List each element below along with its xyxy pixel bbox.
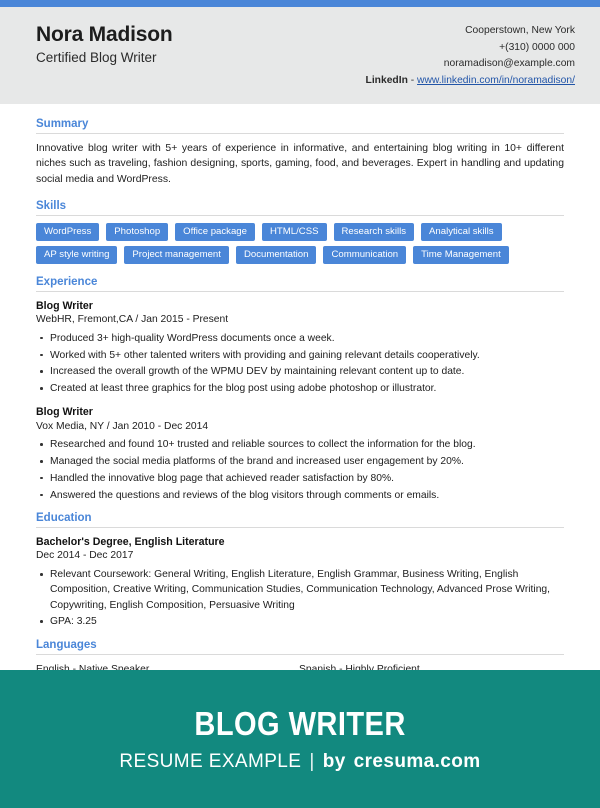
list-item: Relevant Coursework: General Writing, English Literature, English Grammar, Business Writing, English Composition, Creative Writing, Communication Studies, Communication Technology, Advanced Prose Writing, Copywriting, English Composition, Persuasive Writing	[36, 567, 564, 613]
top-accent-bar	[0, 0, 600, 7]
section-title-skills: Skills	[36, 199, 67, 212]
skill-tag: HTML/CSS	[262, 223, 327, 241]
contact-location: Cooperstown, New York	[465, 25, 575, 36]
skill-tag: Project management	[124, 246, 229, 264]
list-item: Researched and found 10+ trusted and reliable sources to collect the information for the blog.	[36, 437, 564, 452]
page-title: Nora Madison	[36, 23, 173, 46]
skill-tag: Office package	[175, 223, 255, 241]
skill-tag: Documentation	[236, 246, 317, 264]
experience-meta: Vox Media, NY / Jan 2010 - Dec 2014	[36, 420, 209, 432]
section-skills	[36, 200, 564, 264]
section-experience	[36, 276, 564, 503]
experience-entry	[36, 405, 564, 503]
contact-info	[366, 19, 575, 90]
footer-subtitle-divider: |	[309, 751, 315, 772]
contact-phone: +(310) 0000 000	[499, 41, 575, 53]
section-title-languages: Languages	[36, 638, 97, 651]
summary-text: Innovative blog writer with 5+ years of experience in informative, and entertaining blog writing in 10+ different niches such as traveling, fashion designing, sports, gaming, food, and beverages. Expert in handling and updating social media and WordPress.	[36, 142, 564, 185]
header-identity	[36, 19, 172, 65]
resume-header	[0, 7, 600, 104]
footer-subtitle	[119, 752, 480, 771]
section-title-education: Education	[36, 511, 92, 524]
skills-row	[36, 223, 564, 241]
experience-role: Blog Writer	[36, 299, 93, 312]
experience-bullets	[36, 437, 564, 502]
list-item: Increased the overall growth of the WPMU DEV by maintaining relevant content up to date.	[36, 364, 564, 379]
skill-tag: Analytical skills	[421, 223, 502, 241]
footer-subtitle-left: RESUME EXAMPLE	[119, 751, 302, 772]
skill-tag: WordPress	[36, 223, 99, 241]
list-item: Managed the social media platforms of the brand and increased user engagement by 20%.	[36, 454, 564, 469]
contact-email: noramadison@example.com	[443, 58, 575, 70]
education-entry	[36, 535, 564, 630]
experience-meta: WebHR, Fremont,CA / Jan 2015 - Present	[36, 313, 229, 325]
section-summary	[36, 118, 564, 188]
experience-bullets	[36, 331, 564, 396]
list-item: GPA: 3.25	[36, 614, 564, 629]
footer-banner	[0, 670, 600, 808]
list-item: Handled the innovative blog page that achieved reader satisfaction by 80%.	[36, 471, 564, 486]
section-divider	[36, 215, 564, 216]
skills-row	[36, 246, 564, 264]
list-item: Worked with 5+ other talented writers with providing and gaining relevant details cooperatively.	[36, 348, 564, 363]
footer-title: BLOG WRITER	[194, 705, 406, 742]
footer-brand: cresuma.com	[353, 751, 481, 772]
section-divider	[36, 133, 564, 134]
skill-tag: Research skills	[334, 223, 415, 241]
section-title-experience: Experience	[36, 275, 98, 288]
section-divider	[36, 654, 564, 655]
footer-subtitle-by: by	[322, 751, 346, 772]
list-item: Answered the questions and reviews of the blog visitors through comments or emails.	[36, 488, 564, 503]
header-job-title: Certified Blog Writer	[36, 50, 157, 66]
experience-role: Blog Writer	[36, 406, 93, 419]
section-divider	[36, 527, 564, 528]
linkedin-separator: -	[407, 75, 418, 87]
list-item: Created at least three graphics for the blog post using adobe photoshop or illustrator.	[36, 381, 564, 396]
experience-entry	[36, 299, 564, 397]
resume-body	[0, 104, 600, 695]
education-bullets	[36, 567, 564, 629]
skill-tag: Time Management	[413, 246, 509, 264]
list-item: Produced 3+ high-quality WordPress documents once a week.	[36, 331, 564, 346]
skill-tag: AP style writing	[36, 246, 117, 264]
section-title-summary: Summary	[36, 117, 89, 130]
linkedin-label: LinkedIn	[365, 75, 408, 87]
linkedin-link[interactable]: www.linkedin.com/in/noramadison/	[417, 75, 575, 87]
education-dates: Dec 2014 - Dec 2017	[36, 550, 134, 562]
section-education	[36, 512, 564, 630]
section-divider	[36, 291, 564, 292]
education-degree: Bachelor's Degree, English Literature	[36, 535, 225, 548]
skill-tag: Photoshop	[106, 223, 168, 241]
skill-tag: Communication	[323, 246, 406, 264]
contact-linkedin	[366, 73, 575, 90]
skills-tag-list	[36, 223, 564, 264]
